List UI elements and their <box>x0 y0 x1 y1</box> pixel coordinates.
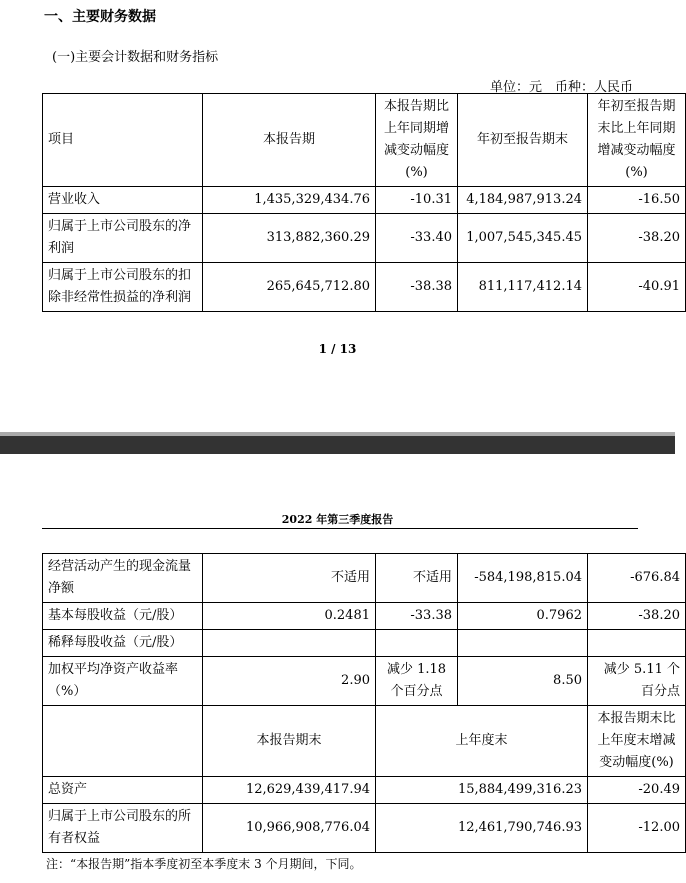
financial-table-2 <box>42 553 686 853</box>
table-row <box>43 657 686 706</box>
row-item: 加权平均净资产收益率（%） <box>43 657 203 706</box>
table-row <box>43 263 686 312</box>
row-change: -33.38 <box>376 603 458 630</box>
page-number: 1 / 13 <box>318 342 357 356</box>
balance-header-empty <box>43 706 203 777</box>
table-header-row <box>43 94 686 187</box>
row-ytd-change <box>588 630 686 657</box>
row-ytd: 4,184,987,913.24 <box>458 187 588 214</box>
row-ytd: 8.50 <box>458 657 588 706</box>
row-current: 10,966,908,776.04 <box>203 804 376 853</box>
row-item: 营业收入 <box>43 187 203 214</box>
row-current: 265,645,712.80 <box>203 263 376 312</box>
row-change: -33.40 <box>376 214 458 263</box>
row-ytd <box>458 630 588 657</box>
table-row <box>43 554 686 603</box>
row-item: 归属于上市公司股东的净利润 <box>43 214 203 263</box>
balance-header-row <box>43 706 686 777</box>
row-ytd: 811,117,412.14 <box>458 263 588 312</box>
balance-header-current: 本报告期末 <box>203 706 376 777</box>
row-change: -20.49 <box>588 777 686 804</box>
header-divider <box>42 528 638 529</box>
row-item: 稀释每股收益（元/股） <box>43 630 203 657</box>
row-prior: 12,461,790,746.93 <box>376 804 588 853</box>
row-ytd-change: -16.50 <box>588 187 686 214</box>
row-prior: 15,884,499,316.23 <box>376 777 588 804</box>
balance-header-change: 本报告期末比上年度末增减变动幅度(%) <box>588 706 686 777</box>
page-gap <box>0 436 675 454</box>
financial-table-1 <box>42 93 686 312</box>
row-ytd-change: -676.84 <box>588 554 686 603</box>
footnote: 注：“本报告期”指本季度初至本季度末 3 个月期间，下同。 <box>46 857 362 871</box>
section-title: 一、主要财务数据 <box>44 9 156 25</box>
row-change: 不适用 <box>376 554 458 603</box>
row-item: 归属于上市公司股东的扣除非经常性损益的净利润 <box>43 263 203 312</box>
row-current: 12,629,439,417.94 <box>203 777 376 804</box>
row-item: 总资产 <box>43 777 203 804</box>
table-row <box>43 777 686 804</box>
row-current <box>203 630 376 657</box>
row-current: 0.2481 <box>203 603 376 630</box>
header-ytd: 年初至报告期末 <box>458 94 588 187</box>
row-change: 减少 1.18 个百分点 <box>376 657 458 706</box>
row-ytd-change: -38.20 <box>588 214 686 263</box>
row-change: -10.31 <box>376 187 458 214</box>
row-change: -12.00 <box>588 804 686 853</box>
header-current: 本报告期 <box>203 94 376 187</box>
row-change <box>376 630 458 657</box>
row-ytd: 1,007,545,345.45 <box>458 214 588 263</box>
header-item: 项目 <box>43 94 203 187</box>
balance-header-prior: 上年度末 <box>376 706 588 777</box>
table-row <box>43 804 686 853</box>
report-header: 2022 年第三季度报告 <box>281 513 394 526</box>
row-current: 1,435,329,434.76 <box>203 187 376 214</box>
row-current: 2.90 <box>203 657 376 706</box>
row-item: 基本每股收益（元/股） <box>43 603 203 630</box>
row-item: 经营活动产生的现金流量净额 <box>43 554 203 603</box>
table-row <box>43 187 686 214</box>
row-current: 313,882,360.29 <box>203 214 376 263</box>
row-ytd-change: -38.20 <box>588 603 686 630</box>
table-row <box>43 630 686 657</box>
header-ytd-change: 年初至报告期末比上年同期增减变动幅度(%) <box>588 94 686 187</box>
row-ytd-change: -40.91 <box>588 263 686 312</box>
row-change: -38.38 <box>376 263 458 312</box>
row-item: 归属于上市公司股东的所有者权益 <box>43 804 203 853</box>
row-ytd-change: 减少 5.11 个百分点 <box>588 657 686 706</box>
table-row <box>43 603 686 630</box>
subsection-title: (一)主要会计数据和财务指标 <box>52 50 219 65</box>
table-row <box>43 214 686 263</box>
row-ytd: -584,198,815.04 <box>458 554 588 603</box>
unit-line: 单位：元 币种：人民币 <box>489 80 633 95</box>
row-ytd: 0.7962 <box>458 603 588 630</box>
header-change: 本报告期比上年同期增减变动幅度(%) <box>376 94 458 187</box>
row-current: 不适用 <box>203 554 376 603</box>
